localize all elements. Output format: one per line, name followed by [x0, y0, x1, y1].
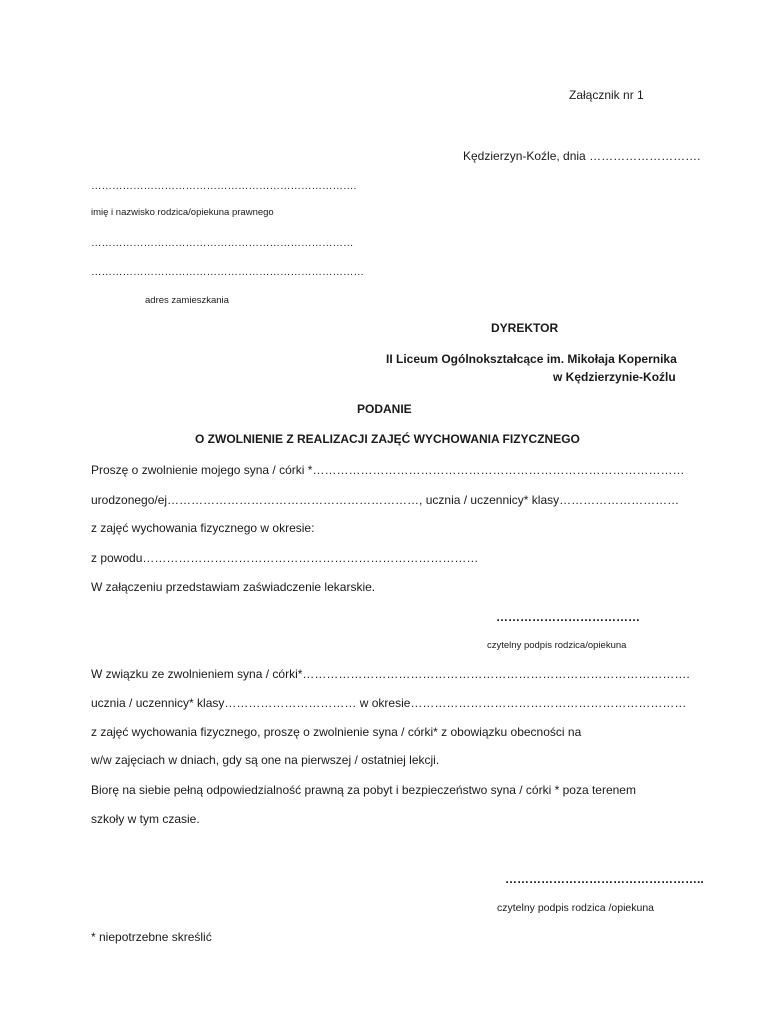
recipient-city: w Kędzierzynie-Koźlu — [553, 370, 676, 384]
body2-line-4: w/w zajęciach w dniach, gdy są one na pierwszej / ostatniej lekcji. — [91, 753, 440, 767]
attachment-label: Załącznik nr 1 — [569, 88, 644, 102]
footnote: * niepotrzebne skreślić — [91, 930, 212, 944]
body2-line-6: szkoły w tym czasie. — [91, 812, 200, 826]
body-line-1: Proszę o zwolnienie mojego syna / córki *………………………………………………………………………………… — [91, 463, 685, 477]
address-dotted-line-2: …………………………………………………………………… — [91, 266, 364, 278]
body2-line-1: W związku ze zwolnieniem syna / córki*……………………………………………………………………………………. — [91, 667, 690, 681]
address-dotted-line-1: ………………………………………………………………… — [91, 237, 354, 249]
body-line-4: z powodu………………………………………………………………………… — [91, 551, 479, 565]
recipient-school: II Liceum Ogólnokształcące im. Mikołaja Kopernika — [386, 352, 677, 366]
address-label: adres zamieszkania — [145, 295, 229, 306]
signature-2-label: czytelny podpis rodzica /opiekuna — [497, 902, 655, 914]
name-label: imię i nazwisko rodzica/opiekuna prawnego — [91, 207, 274, 218]
body2-line-2: ucznia / uczennicy* klasy…………………………… w okresie…………………………………………………………… — [91, 696, 687, 710]
body2-line-5: Biorę na siebie pełną odpowiedzialność prawną za pobyt i bezpieczeństwo syna / córki * poza terenem — [91, 783, 636, 797]
body-line-5: W załączeniu przedstawiam zaświadczenie lekarskie. — [91, 580, 376, 594]
body-line-2: urodzonego/ej………………………………………………………, ucznia / uczennicy* klasy………………………… — [91, 493, 680, 507]
name-dotted-line: …………………………………………………………………. — [91, 180, 357, 192]
recipient-title: DYREKTOR — [491, 321, 559, 335]
signature-1-line: ……………………………… — [496, 610, 640, 624]
place-date: Kędzierzyn-Koźle, dnia ………………………. — [463, 149, 701, 163]
signature-1-label: czytelny podpis rodzica/opiekuna — [487, 640, 627, 651]
document-heading: PODANIE — [357, 402, 412, 416]
body-line-3: z zajęć wychowania fizycznego w okresie: — [91, 521, 315, 535]
body2-line-3: z zajęć wychowania fizycznego, proszę o zwolnienie syna / córki* z obowiązku obecności na — [91, 725, 582, 739]
document-subject: O ZWOLNIENIE Z REALIZACJI ZAJĘĆ WYCHOWANIA FIZYCZNEGO — [195, 432, 580, 446]
signature-2-line: ………………………………………….. — [505, 872, 704, 886]
